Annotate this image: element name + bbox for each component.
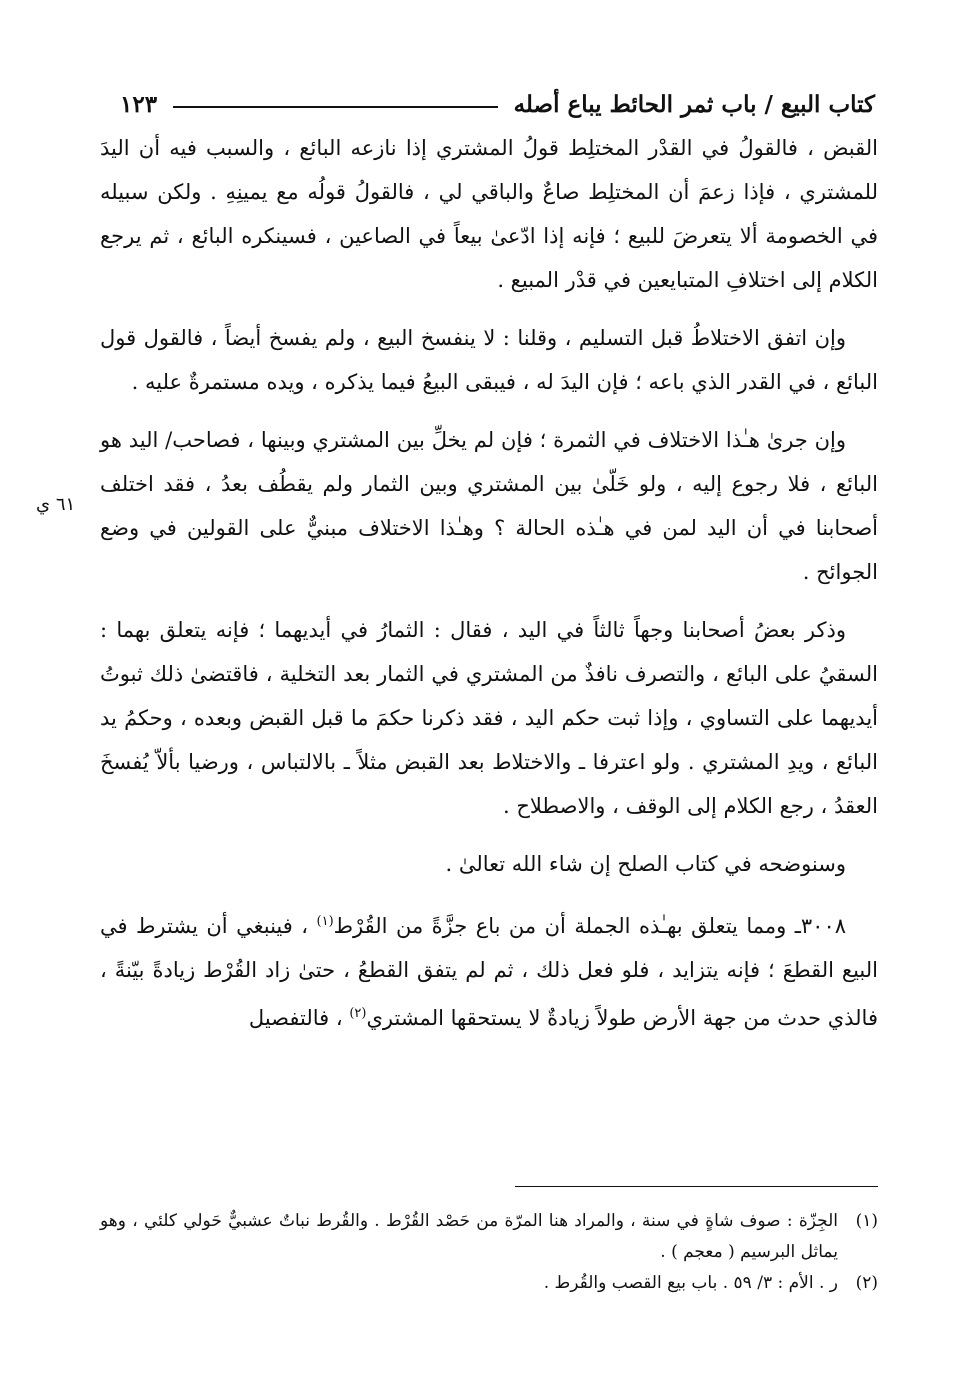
main-text (100, 126, 878, 1054)
paragraph-3: وإن جرىٰ هـٰذا الاختلاف في الثمرة ؛ فإن لم يخلِّ بين المشتري وبينها ، فصاحب/ اليد هو البائع ، فلا رجوع إليه ، ولو خَلّىٰ بين المشتري وبين الثمار ولم يقطُف بعدُ ، فقد اختلف أصحابنا في أن اليد لمن في هـٰذه الحالة ؟ وهـٰذا الاختلاف مبنيٌّ على القولين في وضع الجوائح . (100, 428, 878, 584)
footnote-number: (٢) (855, 1273, 878, 1293)
paragraph-1: القبض ، فالقولُ في القدْر المختلِط قولُ المشتري إذا نازعه البائع ، والسبب فيه أن اليدَ للمشتري ، فإذا زعمَ أن المختلِط صاعٌ والباقي لي ، فالقولُ قولُه مع يمينِهِ . ولكن سبيله في الخصومة ألا يتعرضَ للبيع ؛ فإنه إذا ادّعىٰ بيعاً في الصاعين ، فسينكره البائع ، ثم يرجع الكلام إلى اختلافِ المتبايعين في قدْر المبيع . (100, 136, 878, 292)
footnote-ref-1: (١) (316, 914, 334, 929)
header-rule (173, 106, 498, 108)
paragraph-6-part-2: ، فينبغي أن يشترط في البيع القطعَ ؛ فإنه يتزايد ، فلو فعل ذلك ، ثم لم يتفق القطعُ ، حتىٰ زاد القُرْط زيادةً بيّنةً ، فالذي حدث من جهة الأرض طولاً زيادةٌ لا يستحقها المشتري (100, 914, 878, 1030)
footnote-ref-2: (٢) (349, 1006, 367, 1021)
page-number: ١٢٣ (120, 90, 158, 118)
margin-reference: ٦١ ي (36, 494, 76, 515)
footnote-text: ر . الأم : ٣/ ٥٩ . باب بيع القصب والقُرط . (543, 1273, 838, 1293)
paragraph-4: وذكر بعضُ أصحابنا وجهاً ثالثاً في اليد ، فقال : الثمارُ في أيديهما ؛ فإنه يتعلق بهما : السقيُ على البائع ، والتصرف نافذٌ من المشتري في الثمار بعد التخلية ، فاقتضىٰ ذلك ثبوتُ أيديهما على التساوي ، وإذا ثبت حكم اليد ، فقد ذكرنا حكمَ ما قبل القبض وبعده ، وحكمُ يد البائع ، ويدِ المشتري . ولو اعترفا ـ والاختلاط بعد القبض مثلاً ـ بالالتباس ، ورضيا بألاّ يُفسخَ العقدُ ، رجع الكلام إلى الوقف ، والاصطلاح . (100, 618, 878, 818)
running-header (120, 84, 875, 124)
footnote-number: (١) (855, 1211, 878, 1231)
footnote-separator (515, 1186, 878, 1187)
footnote-2 (100, 1268, 878, 1299)
footnote-text: الجِزّة : صوف شاةٍ في سنة ، والمراد هنا المرّة من حَصْد القُرْط . والقُرط نباتٌ عشبيٌّ حَولي كلئي ، وهو يماثل البرسيم ( معجم ) . (100, 1211, 838, 1262)
footnote-1 (100, 1206, 878, 1268)
footnotes (100, 1206, 878, 1299)
paragraph-6 (100, 900, 878, 1040)
paragraph-5: وسنوضحه في كتاب الصلح إن شاء الله تعالىٰ . (445, 852, 846, 876)
chapter-title: كتاب البيع / باب ثمر الحائط يباع أصله (513, 90, 875, 118)
paragraph-6-part-3: ، فالتفصيل (248, 1006, 350, 1030)
paragraph-2: وإن اتفق الاختلاطُ قبل التسليم ، وقلنا : لا ينفسخ البيع ، ولم يفسخ أيضاً ، فالقول قول البائع ، في القدر الذي باعه ؛ فإن اليدَ له ، فيبقى البيعُ فيما يذكره ، ويده مستمرةٌ عليه . (100, 326, 878, 394)
paragraph-6-part-1: ٣٠٠٨ـ ومما يتعلق بهـٰذه الجملة أن من باع جزَّةً من القُرْط (333, 914, 847, 938)
